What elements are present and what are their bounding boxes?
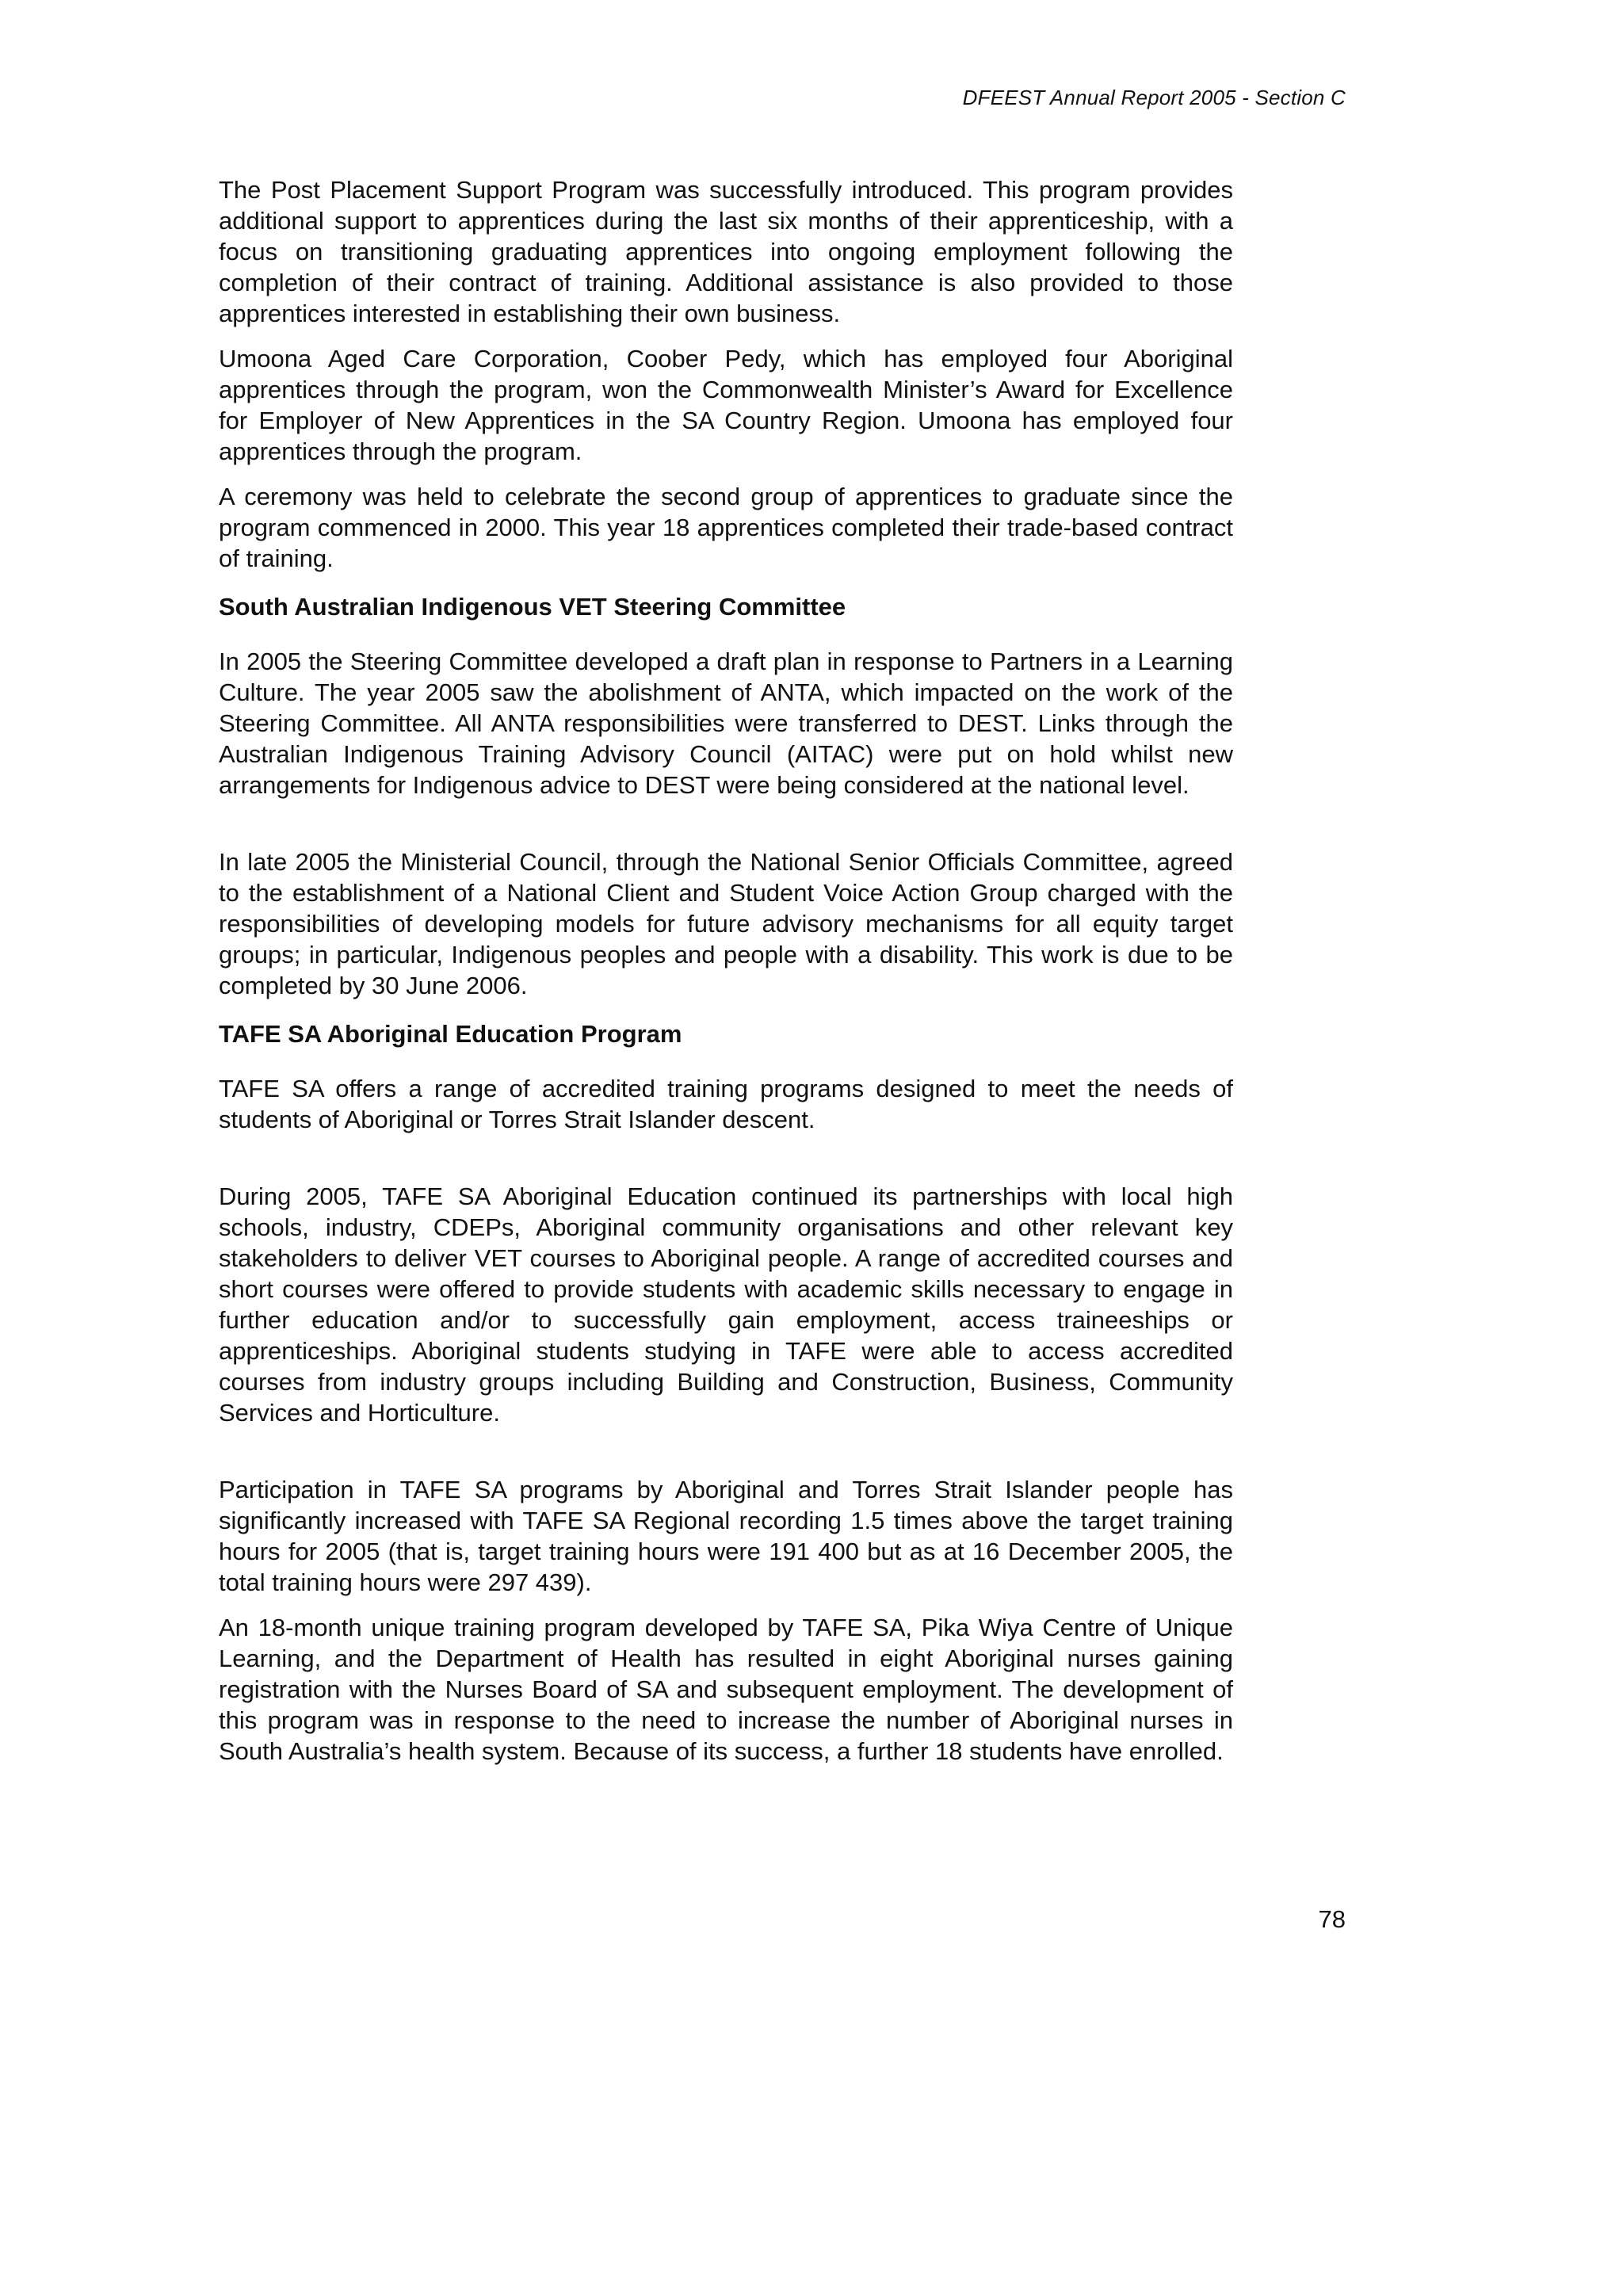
body-paragraph: Umoona Aged Care Corporation, Coober Pedy, which has employed four Aboriginal apprentices through the program, won the Commonwealth Minister’s Award for Excellence for Employer of New Apprentices in the SA Country Region. Umoona has employed four apprentices through the program.: [219, 345, 1233, 465]
section-heading: TAFE SA Aboriginal Education Program: [219, 1020, 682, 1048]
page-number: 78: [1318, 1905, 1346, 1933]
body-paragraph: An 18-month unique training program developed by TAFE SA, Pika Wiya Centre of Unique Learning, and the Department of Health has resulted in eight Aboriginal nurses gaining registration with the Nurses Board of SA and subsequent employment. The development of this program was in response to the need to increase the number of Aboriginal nurses in South Australia’s health system. Because of its success, a further 18 students have enrolled.: [219, 1614, 1233, 1765]
body-paragraph: In 2005 the Steering Committee developed a draft plan in response to Partners in a Learning Culture. The year 2005 saw the abolishment of ANTA, which impacted on the work of the Steering Committee. All ANTA responsibilities were transferred to DEST. Links through the Australian Indigenous Training Advisory Council (AITAC) were put on hold whilst new arrangements for Indigenous advice to DEST were being considered at the national level.: [219, 648, 1233, 799]
body-paragraph: In late 2005 the Ministerial Council, through the National Senior Officials Committee, agreed to the establishment of a National Client and Student Voice Action Group charged with the responsibilities of developing models for future advisory mechanisms for all equity target groups; in particular, Indigenous peoples and people with a disability. This work is due to be completed by 30 June 2006.: [219, 848, 1233, 999]
section-heading: South Australian Indigenous VET Steering Committee: [219, 593, 846, 621]
body-paragraph: The Post Placement Support Program was successfully introduced. This program provides additional support to apprentices during the last six months of their apprenticeship, with a focus on transitioning graduating apprentices into ongoing employment following the completion of their contract of training. Additional assistance is also provided to those apprentices interested in establishing their own business.: [219, 176, 1233, 327]
body-paragraph: A ceremony was held to celebrate the second group of apprentices to graduate since the program commenced in 2000. This year 18 apprentices completed their trade-based contract of training.: [219, 483, 1233, 572]
body-paragraph: TAFE SA offers a range of accredited training programs designed to meet the needs of students of Aboriginal or Torres Strait Islander descent.: [219, 1075, 1233, 1133]
body-paragraph: During 2005, TAFE SA Aboriginal Education continued its partnerships with local high schools, industry, CDEPs, Aboriginal community organisations and other relevant key stakeholders to deliver VET courses to Aboriginal people. A range of accredited courses and short courses were offered to provide students with academic skills necessary to engage in further education and/or to successfully gain employment, access traineeships or apprenticeships. Aboriginal students studying in TAFE were able to access accredited courses from industry groups including Building and Construction, Business, Community Services and Horticulture.: [219, 1182, 1233, 1427]
running-header: DFEEST Annual Report 2005 - Section C: [962, 86, 1346, 109]
document-body: [219, 174, 1233, 1781]
body-paragraph: Participation in TAFE SA programs by Aboriginal and Torres Strait Islander people has significantly increased with TAFE SA Regional recording 1.5 times above the target training hours for 2005 (that is, target training hours were 191 400 but as at 16 December 2005, the total training hours were 297 439).: [219, 1476, 1233, 1596]
